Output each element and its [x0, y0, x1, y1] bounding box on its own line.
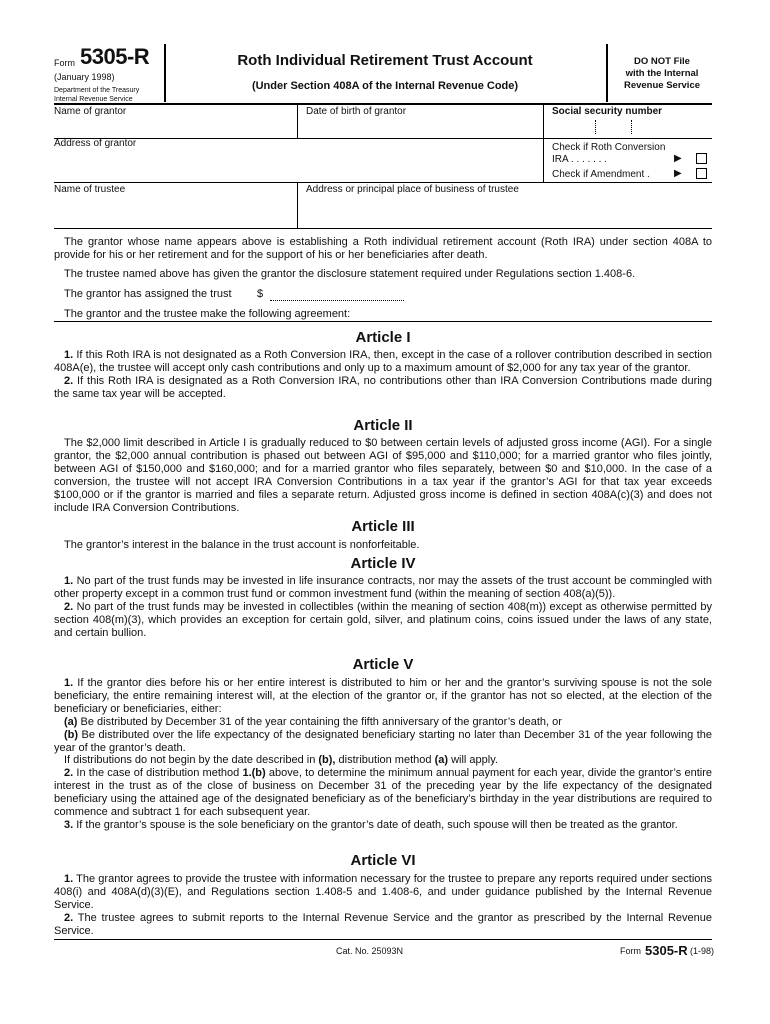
form-subtitle: (Under Section 408A of the Internal Revenue Code) — [251, 80, 519, 92]
intro-paragraph: The grantor whose name appears above is establishing a Roth individual retirement account (Roth IRA) under section 408A to provide for his or her retirement and for the support of his or her beneficiaries after death. — [54, 236, 712, 261]
name-of-grantor-field[interactable] — [54, 120, 297, 136]
article-2-body: The $2,000 limit described in Article I is gradually reduced to $0 between certain levels of adjusted gross income (AGI). For a single grantor, the $2,000 annual contribution is phased out between AGI of $95,000 and $110,000; for a married grantor who files jointly, between AGI of $150,000 and $160,000; and for a married grantor who files separately, between $0 and $10,000. In the case of a conversion, the trustee will not accept IRA Conversion Contributions in a tax year if the grantor’s AGI for that tax year exceeds $100,000 or if the grantor is married and files a separate return. Adjusted gross income is defined in section 408A(c)(3) and does not include IRA Conversion Contributions. — [54, 437, 712, 514]
roth-conversion-checkbox[interactable] — [696, 153, 707, 164]
rule — [54, 103, 712, 105]
form-date: (January 1998) — [54, 72, 115, 82]
header-divider-right — [606, 44, 608, 102]
arrow-right-icon: ▶ — [674, 168, 682, 179]
article-1-heading: Article I — [355, 329, 411, 346]
name-of-trustee-field[interactable] — [54, 198, 297, 226]
rule — [54, 228, 712, 229]
dob-label: Date of birth of grantor — [306, 106, 407, 117]
rule — [54, 321, 712, 322]
rule — [54, 138, 712, 139]
name-of-trustee-label: Name of trustee — [54, 184, 126, 195]
form-number: 5305-R — [80, 44, 150, 69]
address-of-grantor-label: Address of grantor — [54, 138, 137, 149]
roth-conversion-label: Check if Roth Conversion — [552, 142, 666, 153]
assigned-amount-field[interactable] — [270, 288, 404, 301]
trustee-address-label: Address or principal place of business of trustee — [306, 184, 519, 195]
amendment-checkbox[interactable] — [696, 168, 707, 179]
article-5-heading: Article V — [352, 656, 414, 673]
agency-label: Internal Revenue Service — [54, 96, 133, 103]
agreement-intro: The grantor and the trustee make the following agreement: — [64, 308, 351, 320]
arrow-right-icon: ▶ — [674, 153, 682, 164]
amendment-label: Check if Amendment . — [552, 169, 650, 180]
assigned-label: The grantor has assigned the trust — [64, 288, 232, 300]
form-word: Form — [54, 58, 75, 68]
article-4-heading: Article IV — [350, 555, 416, 572]
address-of-grantor-field[interactable] — [54, 152, 543, 180]
trustee-address-field[interactable] — [298, 198, 712, 226]
article-4-body: 1. No part of the trust funds may be invested in life insurance contracts, nor may the assets of the trust account be commingled with other property except in a common trust fund or common investment fund (within the meaning of section 408(a)(5)). 2. No part of the trust funds may be invested in collectibles (within the meaning of section 408(m)) except as otherwise permitted by section 408(m)(3), which provides an exception for certain gold, silver, and platinum coins, coins issued under the laws of any state, and certain bullion. — [54, 575, 712, 639]
footer-rule — [54, 939, 712, 940]
ssn-separator — [595, 120, 596, 134]
article-5-body: 1. If the grantor dies before his or her entire interest is distributed to him or her and the grantor’s surviving spouse is not the sole beneficiary, the entire remaining interest will, at the election of the grantor or, if the grantor has not so elected, at the election of the beneficiary or beneficiaries, either: (a) Be distributed by December 31 of the year containing the fifth anniversary of the grantor’s death, or (b) Be distributed over the life expectancy of the designated beneficiary starting no later than December 31 of the year following the year of the grantor’s death. If distributions do not begin by the date described in (b), distribution method (a) will apply. 2. In the case of distribution method 1.(b) above, to determine the minimum annual payment for each year, divide the grantor’s entire interest in the trust as of the close of business on December 31 of the preceding year by the life expectancy of the designated beneficiary using the attained age of the designated beneficiary as of the beneficiary’s birthday in the year distributions are required to commence and subtract 1 for each subsequent year. 3. If the grantor’s spouse is the sole beneficiary on the grantor’s date of death, such spouse will then be treated as the grantor. — [54, 677, 713, 831]
rule — [54, 182, 712, 183]
roth-conversion-label-cont: IRA . . . . . . . — [552, 154, 608, 165]
article-1-body: 1. If this Roth IRA is not designated as a Roth Conversion IRA, then, except in the case of a rollover contribution described in section 408A(e), the trustee will accept only cash contributions and only up to a maximum amount of $2,000 for any tax year of the grantor. 2. If this Roth IRA is designated as a Roth Conversion IRA, no contributions other than IRA Conversion Contributions made during the same tax year will be accepted. — [54, 349, 712, 400]
footer-revision: (1-98) — [690, 946, 715, 956]
footer-form-number: 5305-R — [645, 943, 688, 958]
article-6-heading: Article VI — [350, 852, 416, 869]
catalog-number: Cat. No. 25093N — [336, 946, 404, 956]
ssn-separator — [631, 120, 632, 134]
article-3-heading: Article III — [351, 518, 415, 535]
divider — [543, 104, 544, 138]
do-not-file-notice: DO NOT File with the Internal Revenue Service — [623, 56, 701, 91]
ssn-field[interactable] — [552, 120, 708, 136]
divider — [543, 138, 544, 182]
header-divider-left — [164, 44, 166, 102]
form-title: Roth Individual Retirement Trust Account — [237, 52, 533, 69]
article-2-heading: Article II — [353, 417, 413, 434]
department-label: Department of the Treasury — [54, 87, 140, 94]
footer-form-word: Form — [620, 946, 641, 956]
name-of-grantor-label: Name of grantor — [54, 106, 127, 117]
article-3-body: The grantor’s interest in the balance in the trust account is nonforfeitable. — [64, 539, 420, 551]
dollar-sign: $ — [257, 288, 264, 300]
ssn-label: Social security number — [552, 106, 663, 117]
dob-field[interactable] — [298, 120, 543, 136]
intro-paragraph: The trustee named above has given the grantor the disclosure statement required under Regulations section 1.408-6. — [64, 268, 636, 280]
article-6-body: 1. The grantor agrees to provide the trustee with information necessary for the trustee to prepare any reports required under sections 408(i) and 408A(d)(3)(E), and Regulations section 1.408-5 and 1.408-6, and under guidance published by the Internal Revenue Service. 2. The trustee agrees to submit reports to the Internal Revenue Service and the grantor as prescribed by the Internal Revenue Service. — [54, 873, 712, 937]
